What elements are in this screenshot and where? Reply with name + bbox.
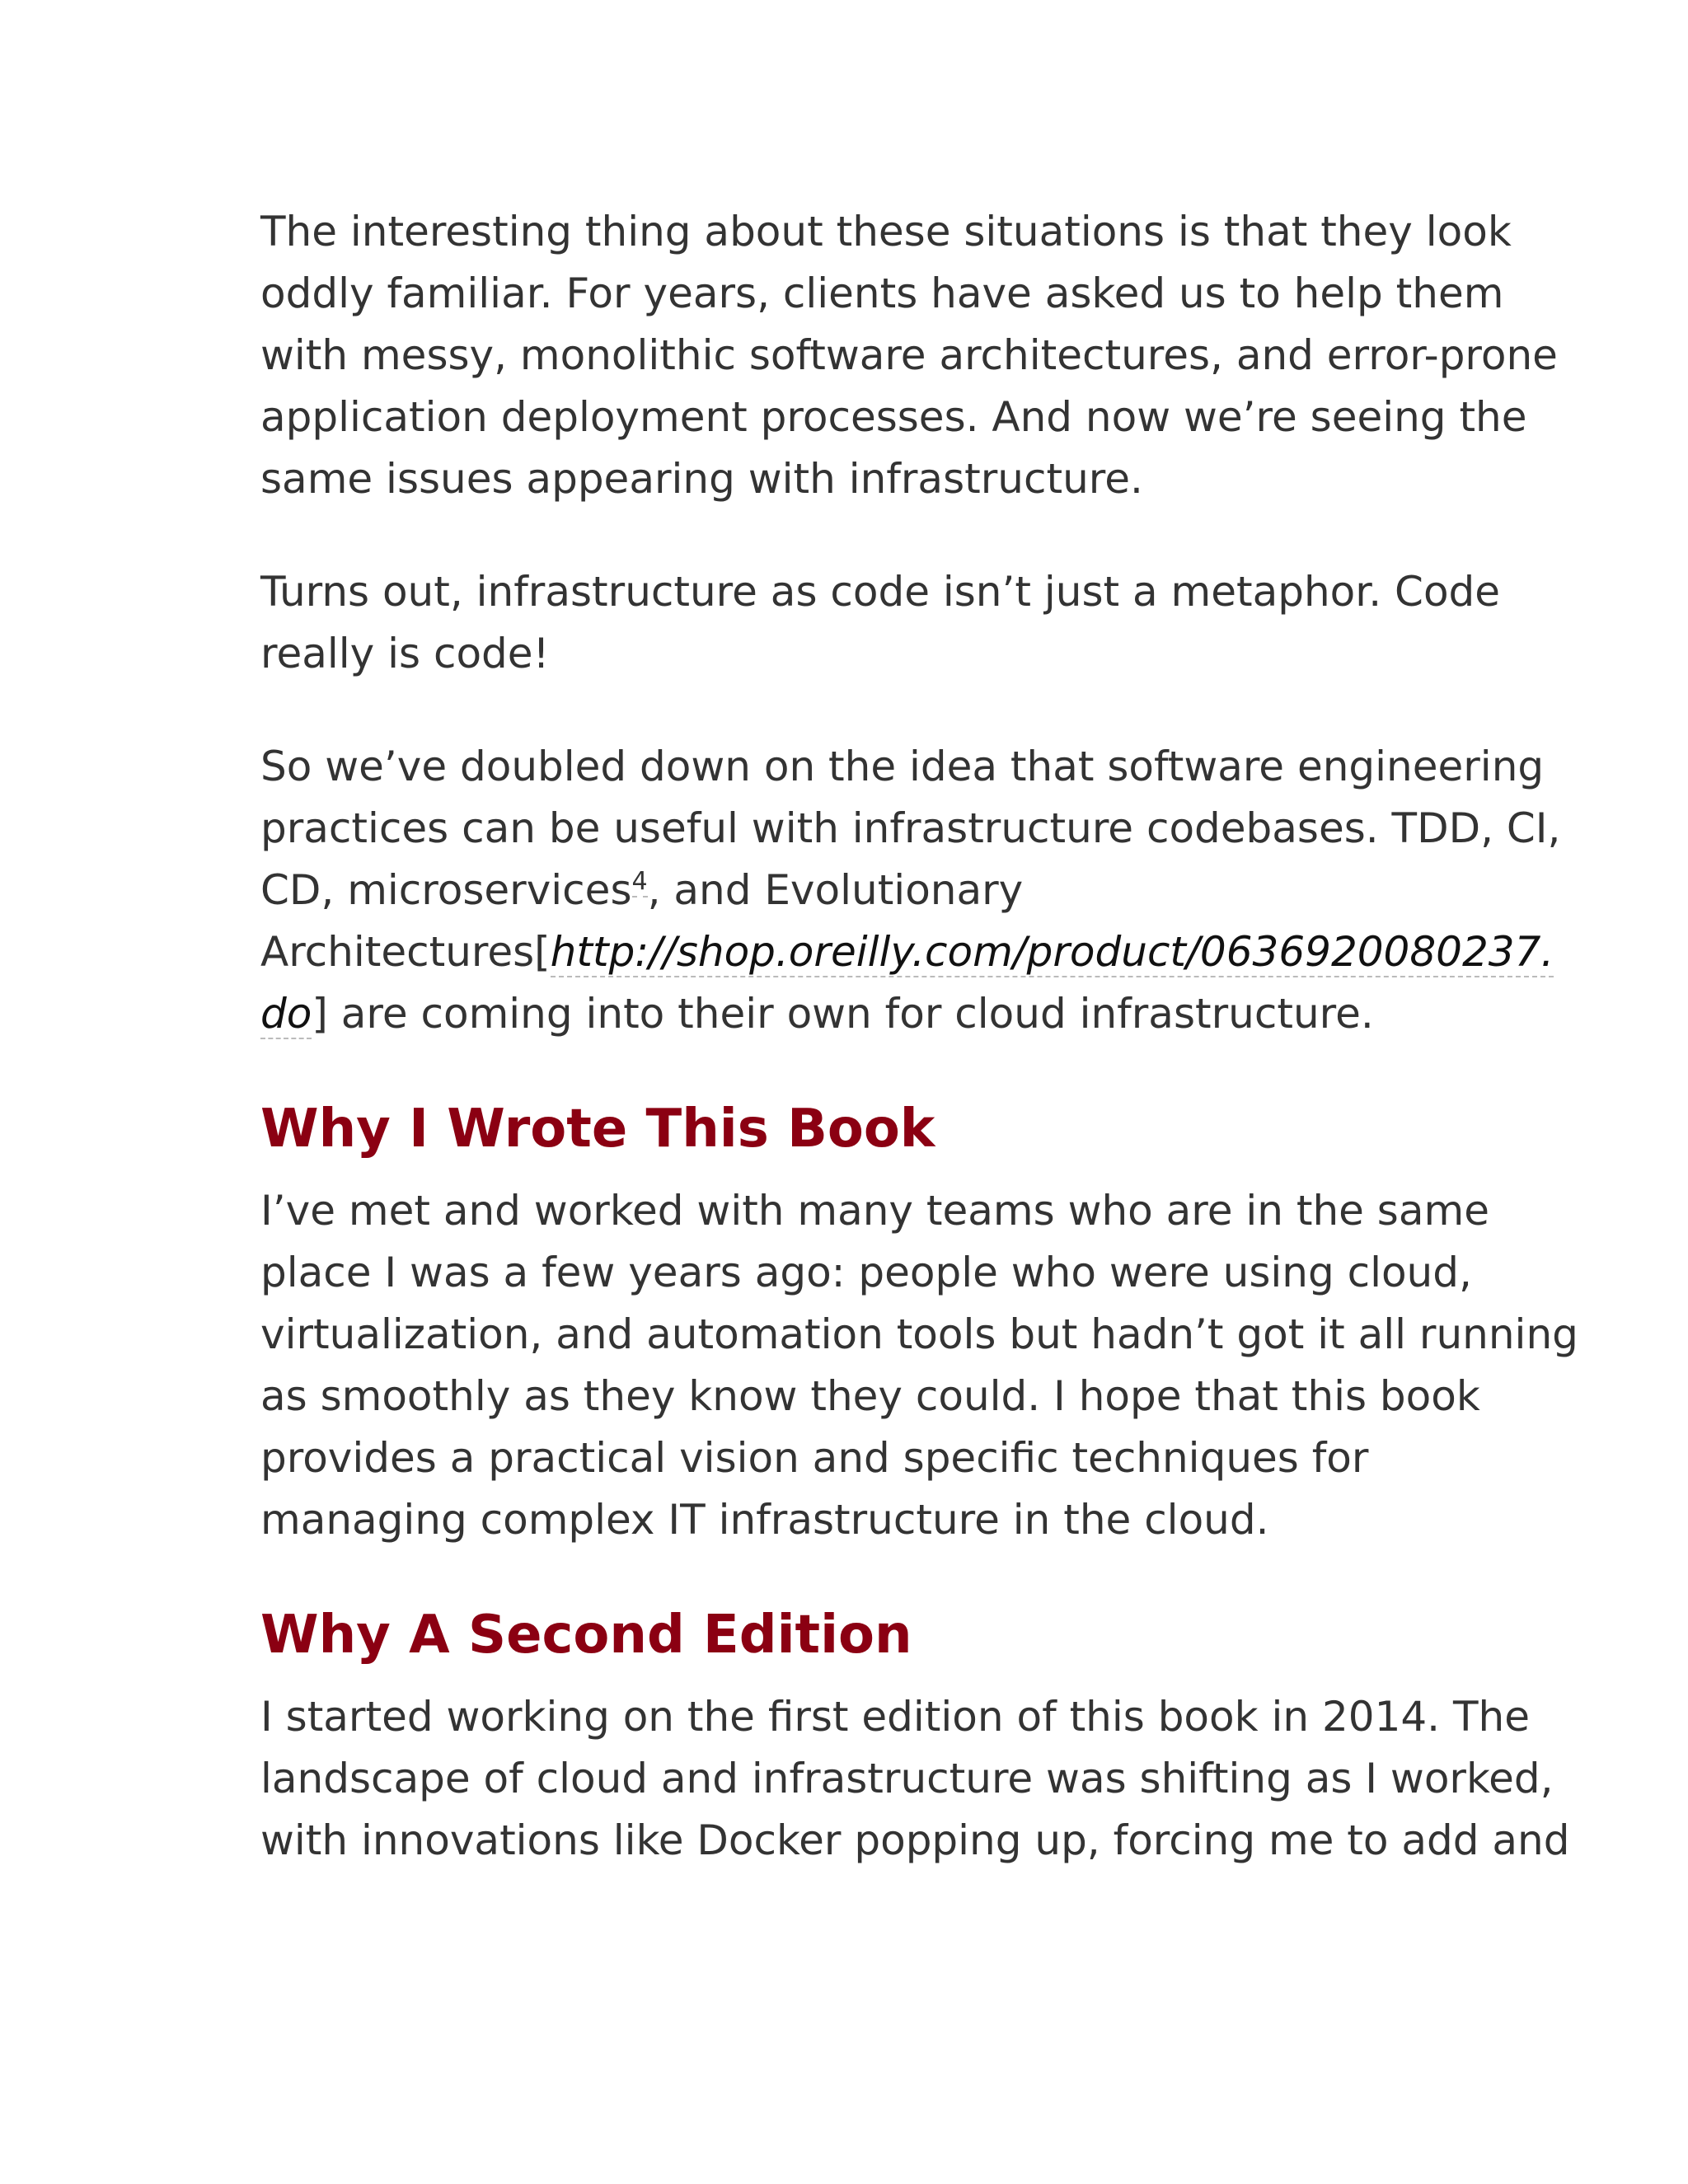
text-line: I started working on the first edition of this book in 2014. The bbox=[260, 1693, 1530, 1741]
text-line: So we’ve doubled down on the idea that software engineering bbox=[260, 743, 1545, 790]
text-line: with innovations like Docker popping up, forcing me to add and bbox=[260, 1816, 1570, 1864]
paragraph-why-i-wrote bbox=[260, 1180, 1578, 1551]
text-line: Turns out, infrastructure as code isn’t just a metaphor. Code bbox=[260, 568, 1501, 616]
document-page bbox=[260, 201, 1578, 1923]
text-line bbox=[260, 983, 1431, 1045]
text-segment: ] are coming into their own for cloud infrastructure. bbox=[312, 990, 1374, 1038]
text-line: place I was a few years ago: people who were using cloud, bbox=[260, 1249, 1472, 1296]
text-line: managing complex IT infrastructure in the cloud. bbox=[260, 1496, 1269, 1544]
text-segment: Architectures[ bbox=[260, 928, 551, 976]
evolutionary-architectures-link[interactable]: http://shop.oreilly.com/product/0636920080237. bbox=[550, 928, 1554, 976]
evolutionary-architectures-link-continued[interactable]: do bbox=[260, 990, 312, 1038]
text-segment: , and Evolutionary bbox=[647, 866, 1024, 914]
text-line bbox=[260, 921, 1554, 983]
paragraph-second-edition bbox=[260, 1686, 1570, 1872]
text-line: as smoothly as they know they could. I hope that this book bbox=[260, 1372, 1480, 1420]
section-heading-why-i-wrote: Why I Wrote This Book bbox=[260, 1099, 935, 1160]
text-segment: CD, microservices bbox=[260, 866, 632, 914]
text-line: with messy, monolithic software architectures, and error-prone bbox=[260, 331, 1558, 379]
text-line: I’ve met and worked with many teams who are in the same bbox=[260, 1187, 1489, 1235]
text-line: The interesting thing about these situations is that they look bbox=[260, 208, 1512, 255]
text-line: oddly familiar. For years, clients have asked us to help them bbox=[260, 269, 1504, 317]
paragraph-code-is-code bbox=[260, 561, 1501, 685]
paragraph-familiar-situations bbox=[260, 201, 1558, 510]
section-heading-second-edition: Why A Second Edition bbox=[260, 1605, 912, 1666]
footnote-reference-link[interactable]: 4 bbox=[631, 867, 648, 897]
text-line: practices can be useful with infrastructure codebases. TDD, CI, bbox=[260, 804, 1561, 852]
text-line: virtualization, and automation tools but hadn’t got it all running bbox=[260, 1310, 1578, 1358]
text-line bbox=[260, 860, 1431, 921]
text-line: same issues appearing with infrastructure. bbox=[260, 455, 1143, 503]
text-line: application deployment processes. And now we’re seeing the bbox=[260, 393, 1527, 441]
text-line: landscape of cloud and infrastructure was shifting as I worked, bbox=[260, 1755, 1554, 1802]
paragraph-software-engineering bbox=[260, 736, 1561, 1045]
text-line: provides a practical vision and specific techniques for bbox=[260, 1434, 1369, 1482]
text-line: really is code! bbox=[260, 630, 550, 677]
